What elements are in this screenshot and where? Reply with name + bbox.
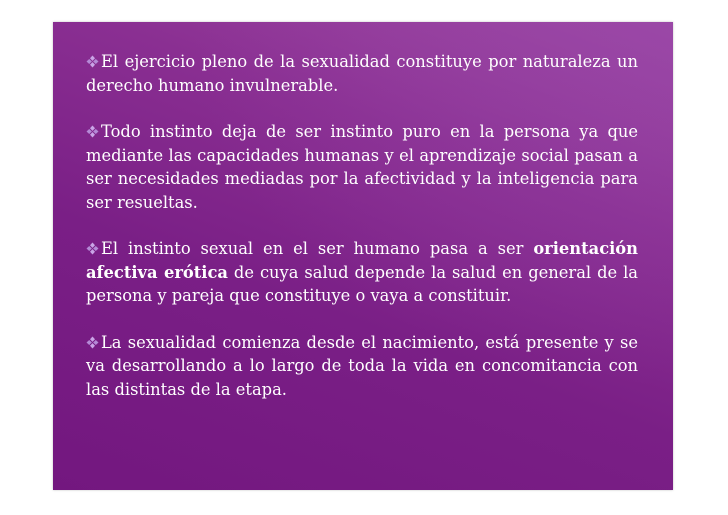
paragraph-text: La sexualidad comienza desde el nacimiento, está presente y se va desarrollando a lo largo de toda la vida en concomitancia con las distintas de la etapa. [86, 332, 638, 399]
bullet-paragraph-2 [86, 120, 638, 214]
bold-phrase: orientación afectiva erótica [86, 239, 638, 282]
slide-content [86, 50, 638, 424]
paragraph-text-after: de cuya salud depende la salud en general de la persona y pareja que constituye o vaya a constituir. [86, 262, 638, 305]
four-diamond-bullet-icon [86, 125, 99, 138]
four-diamond-bullet-icon [86, 242, 99, 255]
bullet-paragraph-3 [86, 237, 638, 308]
slide [53, 22, 673, 490]
four-diamond-bullet-icon [86, 336, 99, 349]
bullet-paragraph-4 [86, 331, 638, 402]
paragraph-text-before: El instinto sexual en el ser humano pasa a ser [101, 239, 534, 258]
paragraph-text: Todo instinto deja de ser instinto puro en la persona ya que mediante las capacidades humanas y el aprendizaje social pasan a ser necesidades mediadas por la afectividad y la inteligencia para ser resueltas. [86, 122, 638, 212]
bullet-paragraph-1 [86, 50, 638, 97]
paragraph-text: El ejercicio pleno de la sexualidad constituye por naturaleza un derecho humano invulnerable. [86, 52, 638, 95]
four-diamond-bullet-icon [86, 55, 99, 68]
